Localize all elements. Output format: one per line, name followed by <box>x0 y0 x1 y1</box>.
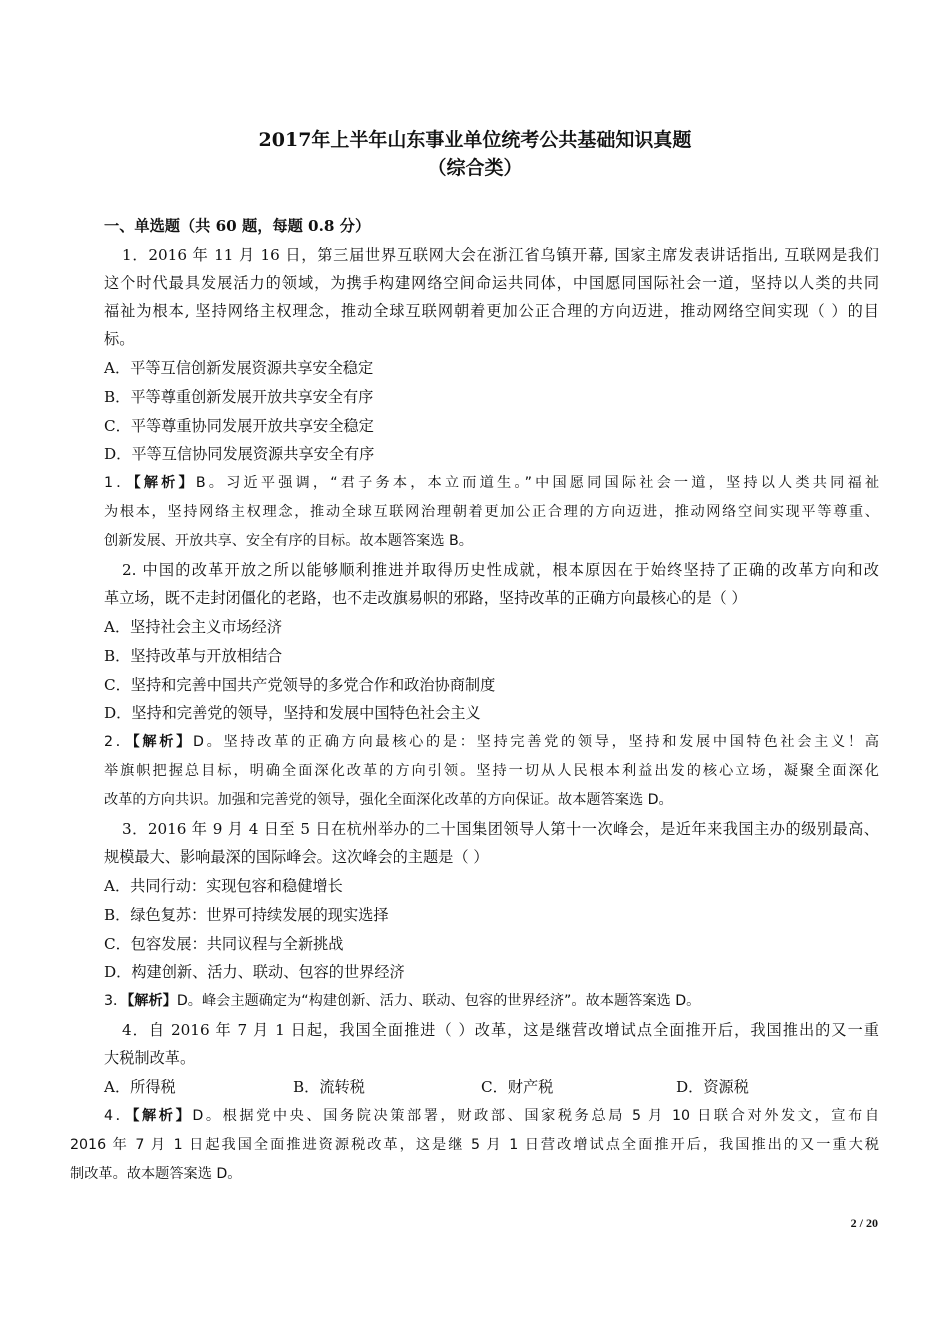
answer-4-line-3: 制改革。故本题答案选 D。 <box>70 1166 242 1182</box>
question-2-option-a: A．坚持社会主义市场经济 <box>104 618 283 636</box>
answer-1-prefix: 1． <box>104 475 134 491</box>
question-2-line-1: 2. 中国的改革开放之所以能够顺利推进并取得历史性成就，根本原因在于始终坚持了正确的改革方向和改 <box>122 561 879 579</box>
section-heading: 一、单选题（共 60 题，每题 0.8 分） <box>104 217 371 235</box>
answer-3-text: D。峰会主题确定为“构建创新、活力、联动、包容的世界经济”。故本题答案选 D。 <box>176 993 701 1009</box>
answer-1-line-1 <box>104 473 879 493</box>
question-4-line-1: 4．自 2016 年 7 月 1 日起，我国全面推进（ ）改革，这是继营改增试点全面推开后，我国推出的又一重 <box>122 1021 879 1039</box>
answer-4-line-1 <box>104 1106 879 1126</box>
answer-4-line-2: 2016 年 7 月 1 日起我国全面推进资源税改革，这是继 5 月 1 日营改增试点全面推开后，我国推出的又一重大税 <box>70 1137 879 1153</box>
question-4-line-2: 大税制改革。 <box>104 1049 196 1067</box>
answer-2-line-2: 举旗帜把握总目标，明确全面深化改革的方向引领。坚持一切从人民根本利益出发的核心立场，凝聚全面深化 <box>104 763 879 779</box>
page-number: 2 / 20 <box>850 1216 878 1230</box>
answer-4-text: D。根据党中央、国务院决策部署，财政部、国家税务总局 5 月 10 日联合对外发文，宣布自 <box>192 1108 879 1124</box>
question-1-option-a: A．平等互信创新发展资源共享安全稳定 <box>104 359 374 377</box>
question-3-option-b: B．绿色复苏：世界可持续发展的现实选择 <box>104 906 389 924</box>
answer-4-tag: 【解析】 <box>132 1108 193 1124</box>
answer-2-prefix: 2． <box>104 734 133 750</box>
answer-2-line-1 <box>104 732 879 752</box>
answer-2-line-3: 改革的方向共识。加强和完善党的领导，强化全面深化改革的方向保证。故本题答案选 D。 <box>104 792 673 808</box>
question-3-option-c: C．包容发展：共同议程与全新挑战 <box>104 935 344 953</box>
question-1-line-1: 1．2016 年 11 月 16 日，第三届世界互联网大会在浙江省乌镇开幕, 国家主席发表讲话指出, 互联网是我们 <box>122 246 879 264</box>
question-4-option-a: A．所得税 <box>104 1078 176 1096</box>
answer-3-line-1 <box>104 991 700 1011</box>
question-4-option-c: C．财产税 <box>481 1078 554 1096</box>
answer-1-tag: 【解析】 <box>133 475 196 491</box>
question-3-line-2: 规模最大、影响最深的国际峰会。这次峰会的主题是（ ） <box>104 848 489 866</box>
question-3-option-d: D．构建创新、活力、联动、包容的世界经济 <box>104 963 405 981</box>
question-4-option-b: B．流转税 <box>293 1078 365 1096</box>
answer-1-line-3: 创新发展、开放共享、安全有序的目标。故本题答案选 B。 <box>104 533 473 549</box>
question-2-option-d: D．坚持和完善党的领导，坚持和发展中国特色社会主义 <box>104 704 481 722</box>
answer-2-tag: 【解析】 <box>132 734 193 750</box>
question-2-line-2: 革立场，既不走封闭僵化的老路，也不走改旗易帜的邪路，坚持改革的正确方向最核心的是（ ） <box>104 589 747 607</box>
question-4-option-d: D．资源税 <box>676 1078 749 1096</box>
question-1-line-3: 福祉为根本, 坚持网络主权理念，推动全球互联网朝着更加公正合理的方向迈进，推动网络空间实现（ ）的目 <box>104 302 879 320</box>
question-2-option-b: B．坚持改革与开放相结合 <box>104 647 283 665</box>
answer-1-text: B。习近平强调，“君子务本，本立而道生。”中国愿同国际社会一道，坚持以人类共同福祉 <box>195 475 879 491</box>
answer-4-prefix: 4． <box>104 1108 133 1124</box>
document-subtitle: （综合类） <box>427 157 523 179</box>
question-3-line-1: 3．2016 年 9 月 4 日至 5 日在杭州举办的二十国集团领导人第十一次峰会，是近年来我国主办的级别最高、 <box>122 820 879 838</box>
answer-2-text: D。坚持改革的正确方向最核心的是：坚持完善党的领导，坚持和发展中国特色社会主义！高 <box>193 734 879 750</box>
answer-3-prefix: 3． <box>104 993 128 1009</box>
answer-3-tag: 【解析】 <box>127 993 177 1009</box>
question-3-option-a: A．共同行动：实现包容和稳健增长 <box>104 877 343 895</box>
question-2-option-c: C．坚持和完善中国共产党领导的多党合作和政治协商制度 <box>104 676 496 694</box>
question-1-option-d: D．平等互信协同发展资源共享安全有序 <box>104 445 375 463</box>
question-1-option-c: C．平等尊重协同发展开放共享安全稳定 <box>104 417 374 435</box>
document-title: 2017年上半年山东事业单位统考公共基础知识真题 <box>258 129 692 151</box>
question-1-line-4: 标。 <box>104 330 135 348</box>
answer-1-line-2: 为根本，坚持网络主权理念，推动全球互联网治理朝着更加公正合理的方向迈进，推动网络空间实现平等尊重、 <box>104 504 879 520</box>
question-1-option-b: B．平等尊重创新发展开放共享安全有序 <box>104 388 374 406</box>
question-1-line-2: 这个时代最具发展活力的领域，为携手构建网络空间命运共同体，中国愿同国际社会一道，坚持以人类的共同 <box>104 274 879 292</box>
